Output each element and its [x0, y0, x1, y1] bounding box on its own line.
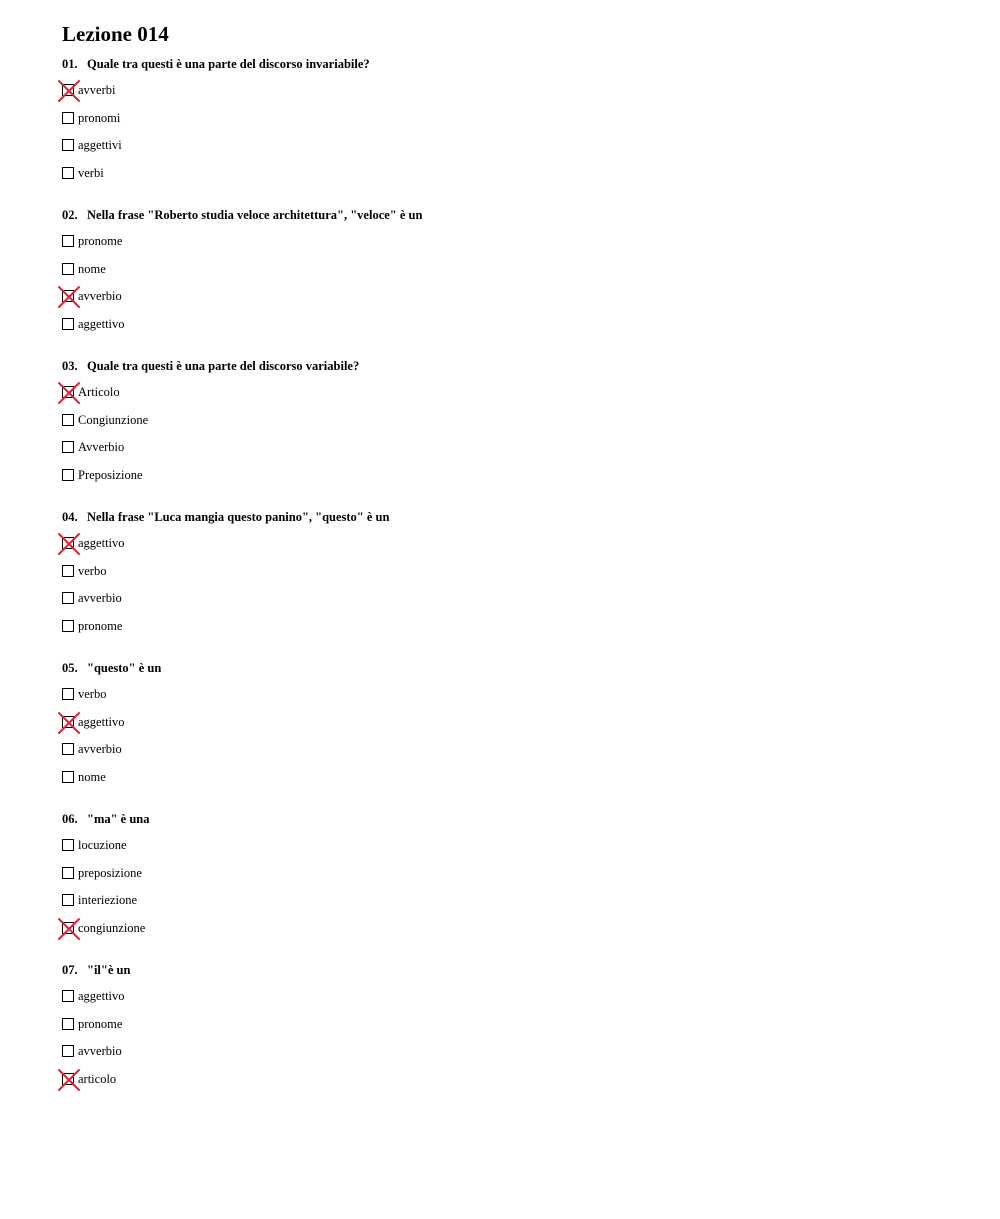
answer-label: verbi — [78, 166, 104, 181]
answer-label: verbo — [78, 563, 107, 578]
checkbox-icon[interactable] — [62, 139, 74, 151]
checkbox-icon[interactable] — [62, 167, 74, 179]
answer-label: avverbio — [78, 1044, 122, 1059]
checkbox-icon[interactable] — [62, 84, 74, 96]
checkbox-icon[interactable] — [62, 716, 74, 728]
question-number: 02. — [62, 208, 78, 222]
answer-label: locuzione — [78, 838, 127, 852]
answer-option[interactable] — [62, 715, 962, 743]
checkbox-icon[interactable] — [62, 839, 74, 851]
red-cross-mark-icon — [58, 1069, 80, 1091]
checkbox-icon[interactable] — [62, 743, 74, 755]
answer-label: Articolo — [78, 385, 120, 399]
answer-label: Preposizione — [78, 468, 143, 483]
answer-label: verbo — [78, 687, 107, 701]
answer-label: Congiunzione — [78, 412, 149, 427]
question-heading — [62, 358, 962, 374]
answer-option[interactable] — [62, 413, 962, 441]
question-text: "il"è un — [87, 963, 131, 977]
question-block — [62, 56, 962, 207]
answer-option[interactable] — [62, 1044, 962, 1072]
answer-option[interactable] — [62, 440, 962, 468]
question-text: Nella frase "Luca mangia questo panino", "questo" è un — [87, 510, 390, 524]
answer-option[interactable] — [62, 83, 962, 111]
checkbox-icon[interactable] — [62, 112, 74, 124]
red-cross-mark-icon — [58, 80, 80, 102]
checkbox-icon[interactable] — [62, 318, 74, 330]
checkbox-icon[interactable] — [62, 867, 74, 879]
answer-option[interactable] — [62, 289, 962, 317]
checkbox-icon[interactable] — [62, 688, 74, 700]
answer-label: aggettivo — [78, 989, 125, 1003]
question-text: Nella frase "Roberto studia veloce architettura", "veloce" è un — [87, 208, 423, 222]
answer-option[interactable] — [62, 687, 962, 715]
checkbox-icon[interactable] — [62, 469, 74, 481]
checkbox-icon[interactable] — [62, 894, 74, 906]
answer-option[interactable] — [62, 234, 962, 262]
answer-label: preposizione — [78, 865, 142, 880]
answer-label: articolo — [78, 1072, 117, 1087]
checkbox-icon[interactable] — [62, 441, 74, 453]
checkbox-icon[interactable] — [62, 990, 74, 1002]
answer-option[interactable] — [62, 989, 962, 1017]
question-number: 06. — [62, 812, 78, 826]
answer-label: aggettivo — [78, 317, 125, 332]
question-block — [62, 509, 962, 660]
page-title: Lezione 014 — [62, 22, 169, 46]
answer-option[interactable] — [62, 564, 962, 592]
answer-option[interactable] — [62, 385, 962, 413]
question-text: Quale tra questi è una parte del discorso variabile? — [87, 359, 360, 373]
answer-option[interactable] — [62, 166, 962, 194]
checkbox-icon[interactable] — [62, 1018, 74, 1030]
checkbox-icon[interactable] — [62, 922, 74, 934]
answer-label: nome — [78, 261, 106, 276]
question-heading — [62, 207, 962, 223]
red-cross-mark-icon — [58, 918, 80, 940]
checkbox-icon[interactable] — [62, 620, 74, 632]
answer-option[interactable] — [62, 893, 962, 921]
answer-label: pronome — [78, 1016, 123, 1031]
question-text: "ma" è una — [87, 812, 150, 826]
question-number: 03. — [62, 359, 78, 373]
answer-option[interactable] — [62, 742, 962, 770]
red-cross-mark-icon — [58, 712, 80, 734]
question-heading — [62, 509, 962, 525]
answer-option[interactable] — [62, 468, 962, 496]
answer-label: pronome — [78, 619, 123, 634]
checkbox-icon[interactable] — [62, 1073, 74, 1085]
question-heading — [62, 962, 962, 978]
answer-label: Avverbio — [78, 440, 125, 455]
checkbox-icon[interactable] — [62, 386, 74, 398]
answer-option[interactable] — [62, 1072, 962, 1100]
answer-option[interactable] — [62, 866, 962, 894]
answer-label: avverbio — [78, 289, 122, 304]
question-block — [62, 358, 962, 509]
checkbox-icon[interactable] — [62, 592, 74, 604]
red-cross-mark-icon — [58, 286, 80, 308]
question-number: 07. — [62, 963, 78, 977]
answer-option[interactable] — [62, 317, 962, 345]
answer-option[interactable] — [62, 262, 962, 290]
answer-option[interactable] — [62, 838, 962, 866]
question-block — [62, 660, 962, 811]
question-number: 01. — [62, 57, 78, 71]
question-block — [62, 811, 962, 962]
answer-label: interiezione — [78, 893, 137, 908]
checkbox-icon[interactable] — [62, 565, 74, 577]
answer-label: aggettivo — [78, 714, 125, 729]
answer-label: avverbi — [78, 83, 116, 97]
answer-label: congiunzione — [78, 921, 146, 936]
answer-option[interactable] — [62, 111, 962, 139]
answer-option[interactable] — [62, 770, 962, 798]
checkbox-icon[interactable] — [62, 235, 74, 247]
question-heading — [62, 56, 962, 72]
checkbox-icon[interactable] — [62, 414, 74, 426]
answer-label: aggettivi — [78, 138, 122, 153]
checkbox-icon[interactable] — [62, 1045, 74, 1057]
answer-option[interactable] — [62, 536, 962, 564]
checkbox-icon[interactable] — [62, 771, 74, 783]
checkbox-icon[interactable] — [62, 537, 74, 549]
question-number: 05. — [62, 661, 78, 675]
answer-label: aggettivo — [78, 536, 125, 550]
question-block — [62, 207, 962, 358]
answer-label: pronome — [78, 234, 123, 248]
checkbox-icon[interactable] — [62, 263, 74, 275]
question-list — [62, 56, 962, 1113]
question-text: "questo" è un — [87, 661, 162, 675]
red-cross-mark-icon — [58, 533, 80, 555]
answer-option[interactable] — [62, 921, 962, 949]
question-heading — [62, 811, 962, 827]
question-text: Quale tra questi è una parte del discorso invariabile? — [87, 57, 370, 71]
question-block — [62, 962, 962, 1113]
answer-option[interactable] — [62, 619, 962, 647]
question-heading — [62, 660, 962, 676]
answer-label: nome — [78, 770, 106, 785]
red-cross-mark-icon — [58, 382, 80, 404]
answer-label: avverbio — [78, 742, 122, 757]
answer-label: pronomi — [78, 110, 121, 125]
answer-option[interactable] — [62, 1017, 962, 1045]
question-number: 04. — [62, 510, 78, 524]
answer-option[interactable] — [62, 591, 962, 619]
answer-option[interactable] — [62, 138, 962, 166]
answer-label: avverbio — [78, 591, 122, 606]
checkbox-icon[interactable] — [62, 290, 74, 302]
